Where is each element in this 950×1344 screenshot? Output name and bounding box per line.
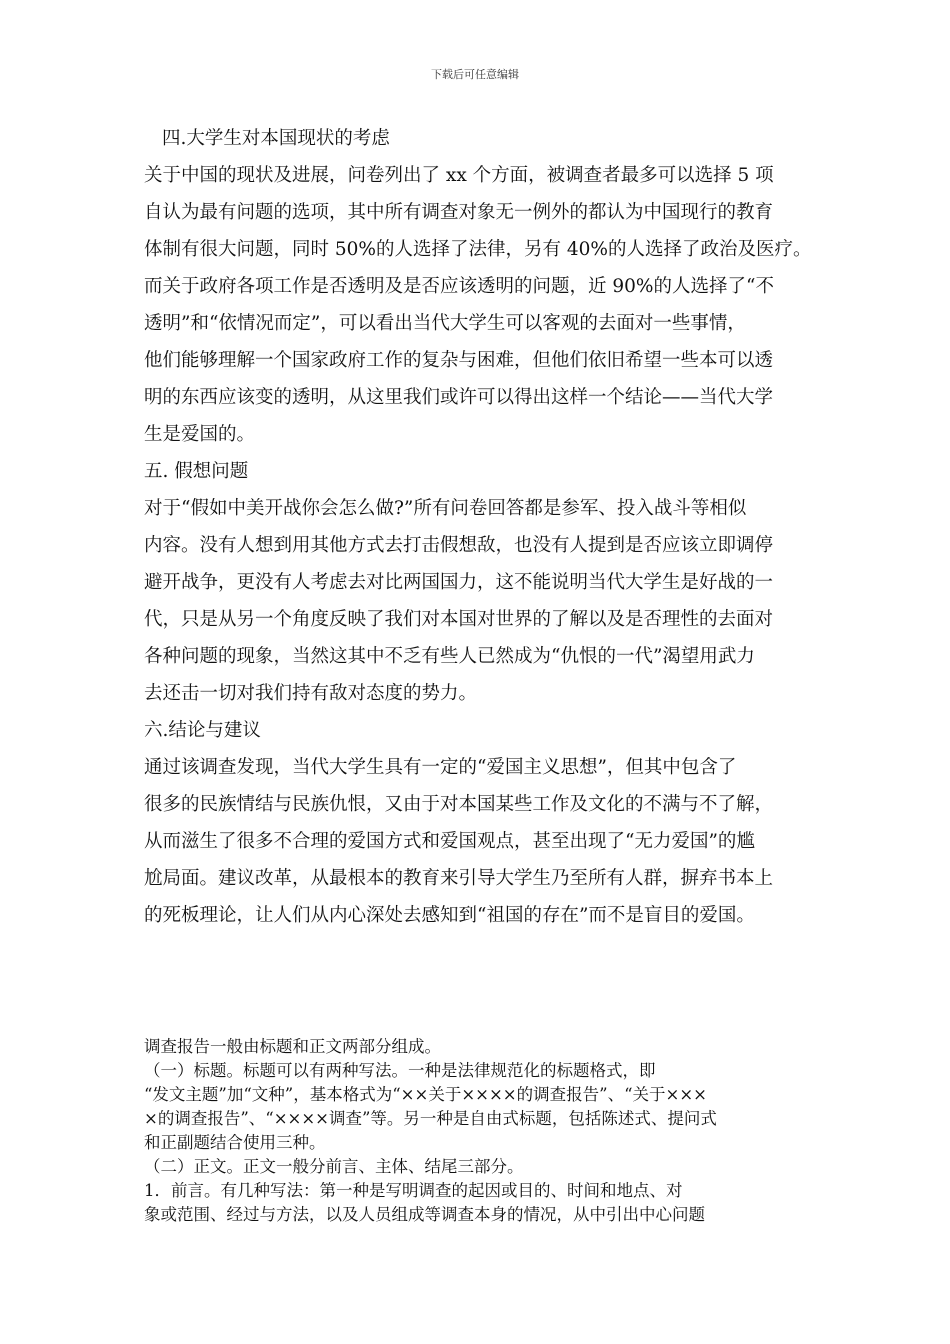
appendix-line: （二）正文。正文一般分前言、主体、结尾三部分。	[144, 1157, 524, 1176]
section-4-title: 四.大学生对本国现状的考虑	[162, 128, 390, 149]
paragraph-line: 体制有很大问题，同时 50%的人选择了法律，另有 40%的人选择了政治及医疗。	[144, 239, 812, 260]
appendix-line: 和正副题结合使用三种。	[144, 1133, 326, 1152]
paragraph-line: 各种问题的现象，当然这其中不乏有些人已然成为“仇恨的一代”渴望用武力	[144, 646, 755, 667]
paragraph-line: 他们能够理解一个国家政府工作的复杂与困难，但他们依旧希望一些本可以透	[144, 350, 774, 371]
paragraph-line: 自认为最有问题的选项，其中所有调查对象无一例外的都认为中国现行的教育	[144, 202, 774, 223]
appendix-line: 1．前言。有几种写法：第一种是写明调查的起因或目的、时间和地点、对	[144, 1181, 683, 1200]
paragraph-line: 很多的民族情结与民族仇恨，又由于对本国某些工作及文化的不满与不了解，	[144, 794, 774, 815]
paragraph-line: 去还击一切对我们持有敌对态度的势力。	[144, 683, 478, 704]
appendix-line: （一）标题。标题可以有两种写法。一种是法律规范化的标题格式，即	[144, 1061, 656, 1080]
paragraph-line: 对于“假如中美开战你会怎么做?”所有问卷回答都是参军、投入战斗等相似	[144, 498, 747, 519]
appendix-line: ×的调查报告”、“××××调查”等。另一种是自由式标题，包括陈述式、提问式	[144, 1109, 717, 1128]
appendix-line: 象或范围、经过与方法，以及人员组成等调查本身的情况，从中引出中心问题	[144, 1205, 705, 1224]
section-6-title: 六.结论与建议	[144, 720, 261, 741]
paragraph-line: 关于中国的现状及进展，问卷列出了 xx 个方面，被调查者最多可以选择 5 项	[144, 165, 774, 186]
paragraph-line: 生是爱国的。	[144, 424, 256, 445]
paragraph-line: 避开战争，更没有人考虑去对比两国国力，这不能说明当代大学生是好战的一	[144, 572, 774, 593]
section-5-title: 五. 假想问题	[144, 461, 249, 482]
paragraph-line: 内容。没有人想到用其他方式去打击假想敌，也没有人提到是否应该立即调停	[144, 535, 774, 556]
main-text-block	[144, 120, 812, 934]
paragraph-line: 明的东西应该变的透明，从这里我们或许可以得出这样一个结论——当代大学	[144, 387, 774, 408]
paragraph-line: 的死板理论，让人们从内心深处去感知到“祖国的存在”而不是盲目的爱国。	[144, 905, 755, 926]
appendix-line: 调查报告一般由标题和正文两部分组成。	[144, 1037, 441, 1056]
paragraph-line: 尬局面。建议改革，从最根本的教育来引导大学生乃至所有人群，摒弃书本上	[144, 868, 774, 889]
appendix-block	[144, 1035, 812, 1227]
appendix-line: “发文主题”加“文种”，基本格式为“××关于××××的调查报告”、“关于×××	[144, 1085, 707, 1104]
paragraph-line: 透明”和“依情况而定”，可以看出当代大学生可以客观的去面对一些事情，	[144, 313, 746, 334]
paragraph-line: 通过该调查发现，当代大学生具有一定的“爱国主义思想”，但其中包含了	[144, 757, 737, 778]
paragraph-line: 从而滋生了很多不合理的爱国方式和爱国观点，甚至出现了“无力爱国”的尴	[144, 831, 755, 852]
page-header: 下载后可任意编辑	[431, 68, 519, 81]
paragraph-line: 而关于政府各项工作是否透明及是否应该透明的问题，近 90%的人选择了“不	[144, 276, 774, 297]
paragraph-line: 代，只是从另一个角度反映了我们对本国对世界的了解以及是否理性的去面对	[144, 609, 774, 630]
